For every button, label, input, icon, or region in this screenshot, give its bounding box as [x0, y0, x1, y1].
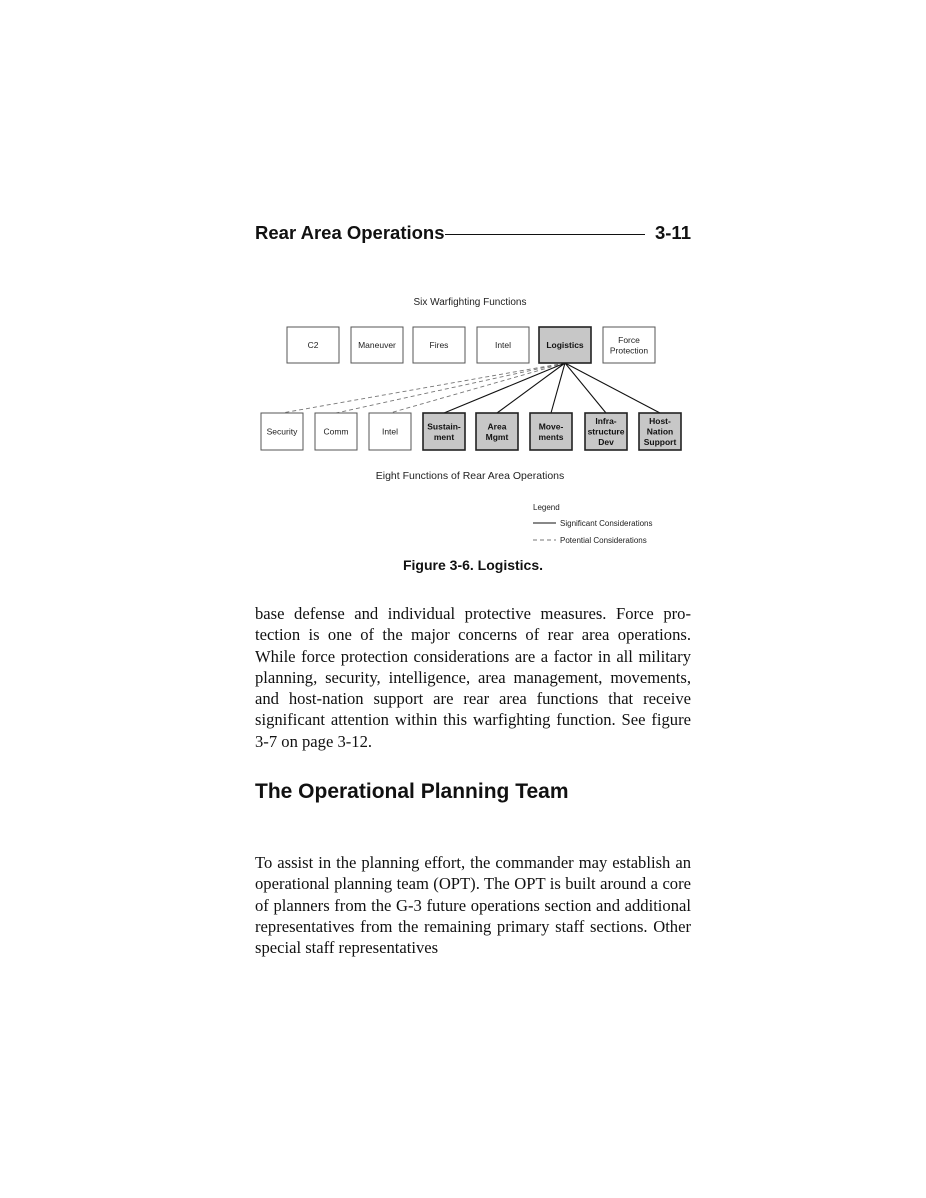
body-paragraph-2: To assist in the planning effort, the commander may establish an operational planning team (OPT). The OPT is built around a core of planners from the G-3 future operations section and additional representatives from the remaining primary staff sections. Other special staff representatives [255, 853, 691, 958]
diagram-top-title: Six Warfighting Functions [413, 297, 527, 308]
diagram-bottom-title: Eight Functions of Rear Area Operations [375, 470, 565, 482]
function-label: Sustain- [427, 421, 461, 432]
function-label: C2 [307, 340, 319, 350]
warfighting-box-logistics [539, 327, 591, 363]
function-label: Security [266, 426, 298, 437]
figure-caption: Figure 3-6. Logistics. [402, 557, 544, 573]
function-label: Fires [429, 340, 449, 350]
connector-move-ments [551, 363, 565, 413]
function-label: Host- [649, 416, 671, 426]
page-header [255, 222, 691, 248]
function-label: Comm [323, 426, 349, 437]
header-rule [445, 234, 645, 235]
diagram-legend [533, 503, 653, 545]
warfighting-box-c2 [287, 327, 339, 363]
section-heading: The Operational Planning Team [255, 780, 569, 803]
function-label: Protection [609, 345, 649, 356]
function-label: Intel [494, 340, 512, 350]
rear-area-box-infra-structuredev [585, 413, 627, 450]
function-label: Area [487, 421, 507, 432]
function-label: ment [433, 431, 455, 442]
rear-area-box-security [261, 413, 303, 450]
rear-area-box-areamgmt [476, 413, 518, 450]
function-label: Move- [538, 421, 564, 432]
logistics-diagram [250, 285, 690, 560]
warfighting-box-maneuver [351, 327, 403, 363]
function-label: Support [643, 437, 677, 447]
connector-security [282, 363, 565, 413]
function-label: Maneuver [358, 340, 396, 350]
diagram-connectors [282, 363, 660, 413]
function-label: Logistics [546, 340, 584, 350]
connector-sustain-ment [444, 363, 565, 413]
connector-intel [390, 363, 565, 413]
rear-area-box-move-ments [530, 413, 572, 450]
warfighting-box-intel [477, 327, 529, 363]
page-number: 3-11 [654, 222, 691, 243]
function-label: Nation [646, 426, 674, 437]
running-title: Rear Area Operations [255, 222, 445, 243]
legend-title: Legend [533, 503, 560, 512]
connector-areamgmt [497, 363, 565, 413]
rear-area-functions-row [261, 413, 681, 450]
function-label: ments [538, 431, 564, 442]
legend-potential-label: Potential Considerations [560, 536, 647, 545]
rear-area-box-sustain-ment [423, 413, 465, 450]
rear-area-box-host-nationsupport [639, 413, 681, 450]
rear-area-box-comm [315, 413, 357, 450]
rear-area-box-intel [369, 413, 411, 450]
function-label: Dev [598, 437, 614, 447]
body-paragraph-1: base defense and individual protective measures. Force protection is one of the major concerns of rear area operations. While force protection considerations are a factor in all military planning, security, intelligence, area management, movements, and host-nation support are rear area functions that receive significant attention within this warfighting function. See figure 3-7 on page 3-12. [255, 604, 691, 751]
connector-host-nationsupport [565, 363, 660, 413]
connector-infra-structuredev [565, 363, 606, 413]
function-label: Intel [381, 426, 399, 437]
function-label: Force [618, 334, 640, 345]
function-label: Infra- [595, 416, 617, 426]
function-label: Mgmt [485, 431, 509, 442]
warfighting-box-forceprotection [603, 327, 655, 363]
warfighting-functions-row [287, 327, 655, 363]
function-label: structure [587, 426, 625, 437]
warfighting-box-fires [413, 327, 465, 363]
legend-significant-label: Significant Considerations [560, 519, 653, 528]
